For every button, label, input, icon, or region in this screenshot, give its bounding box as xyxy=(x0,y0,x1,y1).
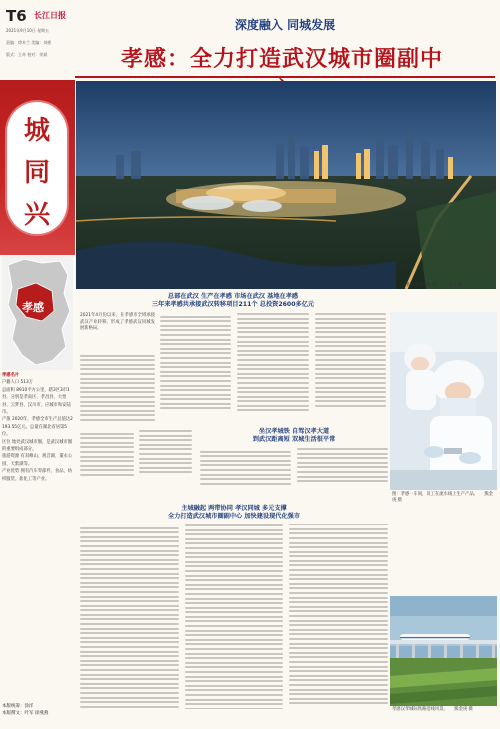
section-1-subhead-1: 总部在武汉 生产在孝感 市场在武汉 基地在孝感 xyxy=(167,293,299,300)
badge-char-3: 兴 xyxy=(23,200,50,230)
page-credits xyxy=(2,704,73,717)
fact-item: 旅游资源 有双峰山、观音湖、董永公园、天紫湖等。 xyxy=(2,454,73,467)
city-skyline-image xyxy=(76,81,496,289)
badge-char-1: 城 xyxy=(23,116,50,146)
section-3-subhead-1: 主城融起 两带协同 孝汉同城 多元支撑 xyxy=(181,505,287,512)
section-2-subhead-1: 坐汉孝城铁 自驾汉孝大道 xyxy=(258,428,330,435)
section-2-body-left xyxy=(80,430,192,500)
facts-title: 孝感名片 xyxy=(2,373,20,378)
region-map xyxy=(2,255,73,370)
fact-item: 总面积 8910平方公里，辖3区3市1县，分别是孝南区、孝昌县、大悟县、云梦县、汉川市、应城市和安陆市。 xyxy=(2,387,71,416)
headline-rule xyxy=(75,76,495,78)
section-3-body xyxy=(80,524,388,722)
lab-workers-image xyxy=(390,312,497,490)
train-photo xyxy=(390,596,497,706)
masthead xyxy=(6,7,70,57)
city-night-photo xyxy=(76,81,496,289)
fact-item: 区位 地处武汉城市圈，是武汉城市圈的重要组成部分。 xyxy=(2,439,73,453)
page-headline: 孝感：全力打造武汉城市圈副中 xyxy=(120,47,443,72)
section-1-lead: 2021年4月份以来，在孝感市全域承接武汉产业转移，形成了孝感武汉同城发展新格局。 xyxy=(80,313,155,332)
kicker: 深度融入 同城发展 xyxy=(234,18,336,32)
section-banner xyxy=(0,80,75,255)
left-sidebar xyxy=(0,80,75,729)
editor-credit: 责编：徐木兰 美编：刘彬 xyxy=(6,40,52,45)
section-1-body-col1 xyxy=(80,352,155,427)
section-badge xyxy=(7,102,67,234)
issue-date: 2021年9月10日 星期五 xyxy=(6,28,50,33)
fact-item: 产业优势 拥有汽车零部件、食品、纺织服装、盐化工等产业。 xyxy=(2,469,73,482)
credit-coordinator: 本版统筹：涂洋 xyxy=(2,704,34,709)
section-2-subheads xyxy=(200,428,388,444)
rail-landscape-image xyxy=(390,596,497,706)
section-3-subheads xyxy=(80,505,388,521)
page-number: T6 xyxy=(6,7,27,25)
section-3-subhead-2: 全力打造武汉城市圈副中心 加快建设现代化强市 xyxy=(167,513,301,520)
layout-credit: 版式：王奇 校对：佟斌 xyxy=(6,52,48,57)
fact-item: 产值 2020年，孝感全市生产总值达2193.55亿元。总量在湖北省居第5位。 xyxy=(2,417,73,438)
city-facts xyxy=(2,372,73,483)
factory-worker-photo xyxy=(390,312,497,490)
section-2-subhead-2: 到武汉距离短 双城生活很平常 xyxy=(252,436,336,443)
section-2-body-right xyxy=(200,448,388,500)
photo-caption: 图：孝感一车间，员工在流水线上生产产品。 熊金庚 摄 xyxy=(392,492,493,503)
fact-item: 户籍人口 513万 xyxy=(2,380,34,386)
newspaper-name: 长江日报 xyxy=(34,10,66,20)
section-1-subhead-2: 三年来孝感共承接武汉转移项目211个 总投资2600多亿元 xyxy=(151,301,315,308)
badge-char-2: 同 xyxy=(23,158,50,188)
map-label: 孝感 xyxy=(22,301,44,314)
section-1-body xyxy=(160,313,386,423)
section-1-subheads xyxy=(78,293,388,309)
photo-caption: 孝感市城城全景。 王飞 摄 xyxy=(405,283,463,288)
photo-caption: 孝感汉孝城际铁路沿线风景。 熊金庚 摄 xyxy=(392,707,473,712)
credit-writers: 本版撰文：叶军 徐燕燕 xyxy=(2,710,49,716)
